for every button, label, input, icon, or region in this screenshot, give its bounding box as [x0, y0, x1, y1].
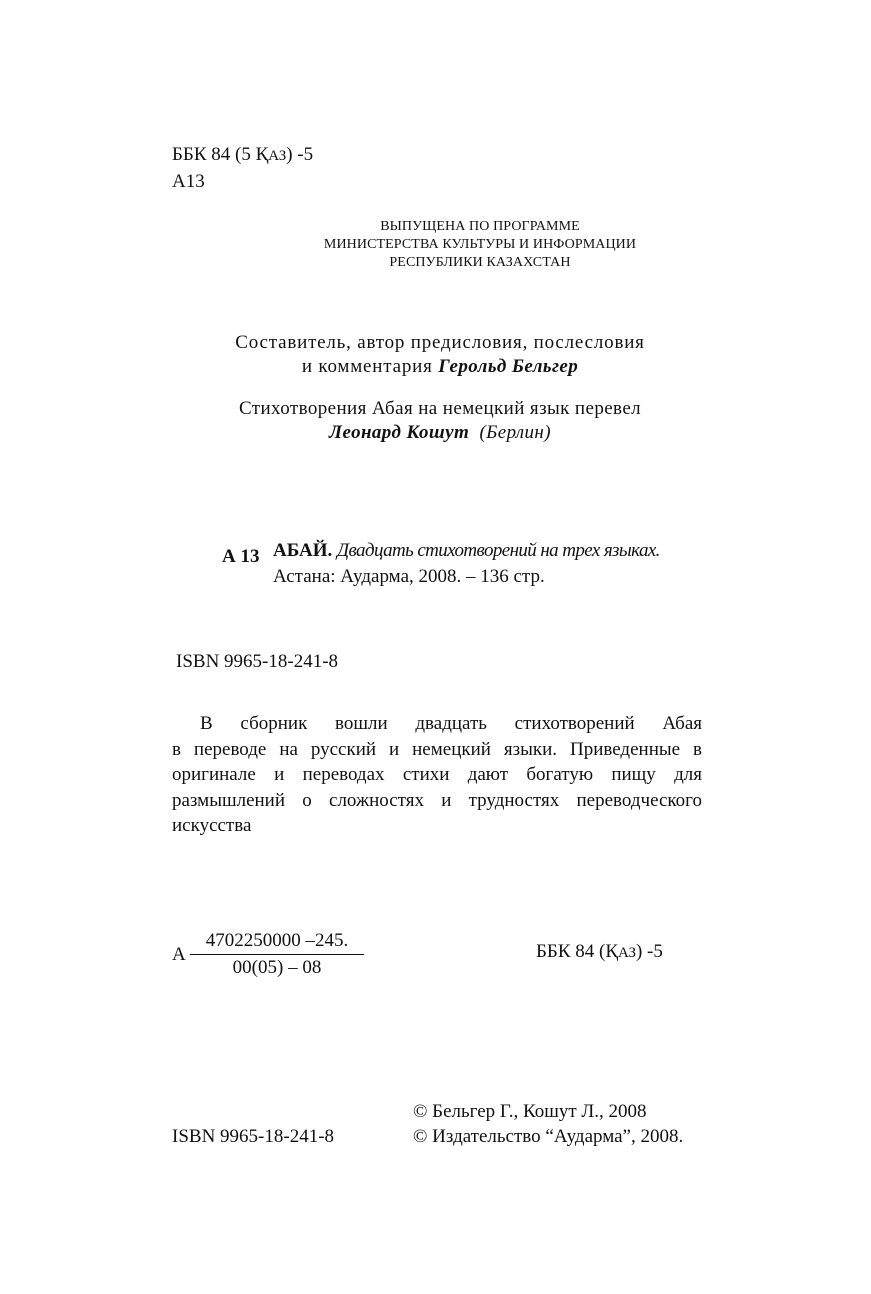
catalog-formula [190, 929, 364, 980]
program-notice [250, 218, 710, 272]
annotation-line-5: искусства [172, 815, 252, 836]
bbk-bottom-suffix: ) -5 [635, 941, 663, 962]
bbk-classification-bottom [536, 941, 663, 963]
compiler-line-2 [200, 355, 680, 379]
author-sign-code: А13 [172, 171, 205, 192]
catalog-author: АБАЙ. [273, 540, 333, 561]
bbk-prefix: ББК 84 (5 Қ [172, 144, 269, 165]
bbk-bottom-prefix: ББК 84 (Қ [536, 941, 618, 962]
program-line-3: РЕСПУБЛИКИ КАЗАХСТАН [389, 255, 571, 270]
formula-denominator: 00(05) – 08 [232, 957, 322, 978]
compiler-credit [200, 331, 680, 379]
bbk-suffix: ) -5 [286, 144, 314, 165]
bbk-index [172, 142, 313, 169]
isbn-bottom: ISBN 9965-18-241-8 [172, 1126, 335, 1147]
compiler-line-2-prefix: и комментария [301, 356, 433, 377]
bbk-classification-top [172, 142, 313, 194]
bbk-ka: АЗ [268, 148, 287, 164]
catalog-code: А 13 [222, 546, 260, 567]
formula-letter: А [172, 944, 186, 965]
annotation-line-4: размышлений о сложностях и трудностях переводческого [172, 789, 702, 811]
bbk-bottom-ka: АЗ [618, 945, 636, 961]
compiler-name: Герольд Бельгер [438, 356, 579, 377]
annotation-line-2: в переводе на русский и немецкий языки. Приведенные в [172, 738, 702, 760]
translator-line-2 [200, 421, 680, 445]
catalog-title: Двадцать стихотворений на трех языках. [337, 540, 660, 561]
annotation-line-3: оригинале и переводах стихи дают богатую пищу для [172, 764, 702, 785]
annotation-line-1: В сборник вошли двадцать стихотворений Абая [200, 713, 702, 734]
translator-name: Леонард Кошут [329, 422, 470, 443]
catalog-entry [273, 538, 660, 590]
copyright-publisher: © Издательство “Аударма”, 2008. [413, 1126, 684, 1147]
program-line-1: ВЫПУЩЕНА ПО ПРОГРАММЕ [380, 219, 580, 234]
translator-credit [200, 397, 680, 445]
isbn-middle: ISBN 9965-18-241-8 [176, 651, 339, 672]
translator-line-1: Стихотворения Абая на немецкий язык перевел [238, 398, 642, 419]
compiler-line-1: Составитель, автор предисловия, послесловия [235, 332, 645, 353]
formula-numerator: 4702250000 –245. [190, 929, 364, 955]
copyright-authors: © Бельгер Г., Кошут Л., 2008 [413, 1101, 647, 1122]
catalog-imprint: Астана: Аударма, 2008. – 136 стр. [273, 566, 545, 587]
annotation [172, 711, 702, 839]
catalog-title-line [273, 538, 660, 564]
translator-city: (Берлин) [479, 422, 551, 443]
program-line-2: МИНИСТЕРСТВА КУЛЬТУРЫ И ИНФОРМАЦИИ [323, 237, 637, 252]
